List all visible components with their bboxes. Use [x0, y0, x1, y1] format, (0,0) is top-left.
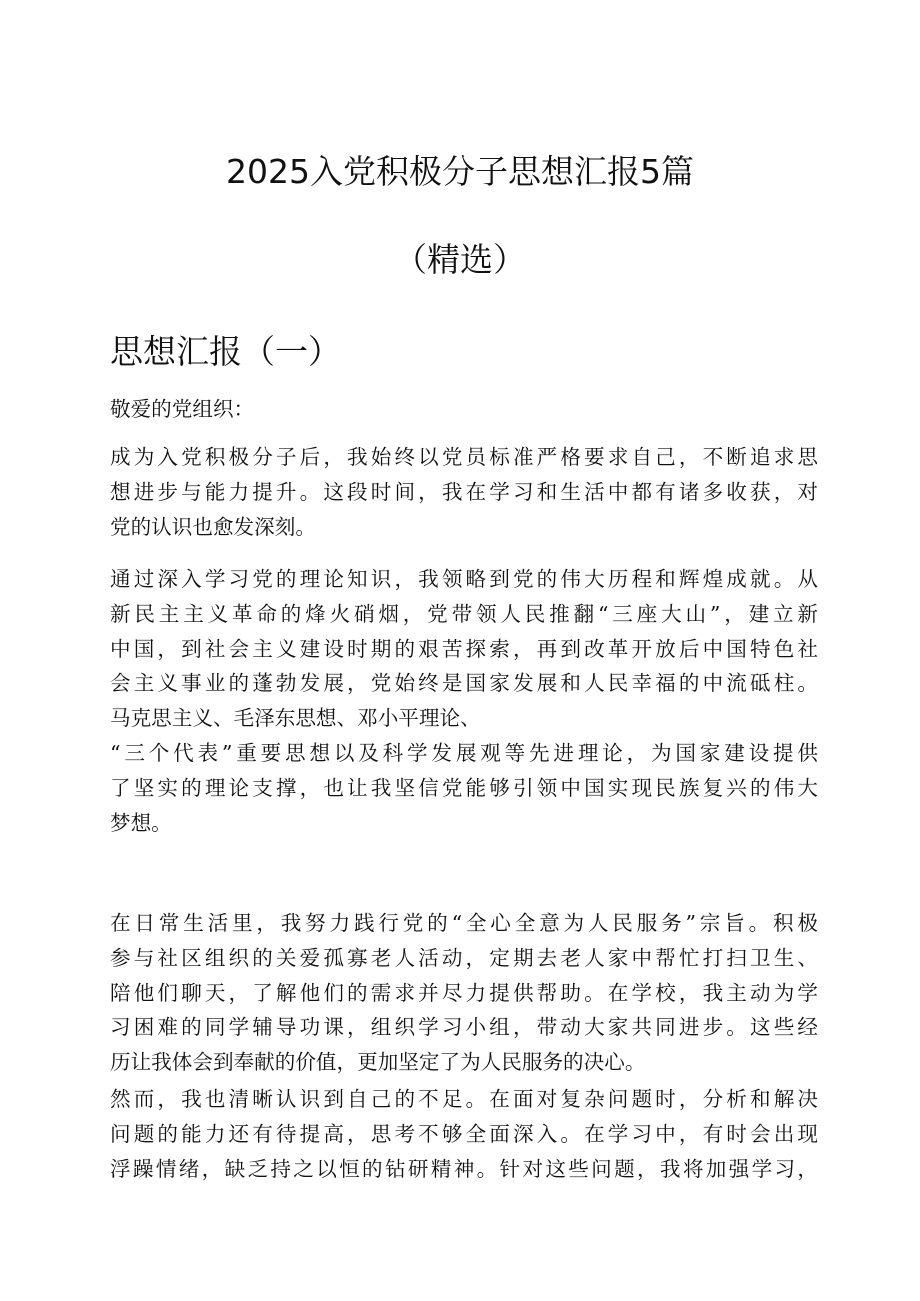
salutation: 敬爱的党组织： — [110, 397, 255, 421]
paragraph-line: 在日常生活里，我努力践行党的“全心全意为人民服务”宗旨。积极 — [110, 911, 818, 935]
paragraph-line: 成为入党积极分子后，我始终以党员标准严格要求自己，不断追求思 — [110, 445, 818, 469]
document-title: 2025入党积极分子思想汇报5篇 — [226, 152, 694, 191]
paragraph-line: 参与社区组织的关爱孤寡老人活动，定期去老人家中帮忙打扫卫生、 — [110, 945, 818, 970]
paragraph-line: 了坚实的理论支撑，也让我坚信党能够引领中国实现民族复兴的伟大 — [110, 775, 818, 800]
paragraph-line: 历让我体会到奉献的价值，更加坚定了为人民服务的决心。 — [110, 1050, 646, 1075]
paragraph-line: 浮躁情绪，缺乏持之以恒的钻研精神。针对这些问题，我将加强学习， — [110, 1156, 818, 1181]
paragraph-2 — [110, 562, 818, 840]
paragraph-3 — [110, 906, 818, 1080]
paragraph-4 — [110, 1082, 818, 1186]
section-heading: 思想汇报（一） — [110, 332, 341, 371]
paragraph-line: 会主义事业的蓬勃发展，党始终是国家发展和人民幸福的中流砥柱。 — [110, 671, 818, 696]
paragraph-line: 马克思主义、毛泽东思想、邓小平理论、 — [110, 706, 481, 731]
paragraph-line: 习困难的同学辅导功课，组织学习小组，带动大家共同进步。这些经 — [110, 1015, 818, 1040]
paragraph-line: 陪他们聊天，了解他们的需求并尽力提供帮助。在学校，我主动为学 — [110, 980, 818, 1005]
paragraph-line: 然而，我也清晰认识到自己的不足。在面对复杂问题时，分析和解决 — [110, 1087, 818, 1111]
paragraph-line: 新民主主义革命的烽火硝烟，党带领人民推翻“三座大山”，建立新 — [110, 601, 818, 626]
paragraph-line: 梦想。 — [110, 810, 172, 835]
document-subtitle: （精选） — [394, 240, 526, 279]
paragraph-line: 党的认识也愈发深刻。 — [110, 514, 316, 539]
paragraph-1 — [110, 440, 818, 544]
paragraph-line: “三个代表”重要思想以及科学发展观等先进理论，为国家建设提供 — [110, 740, 818, 765]
paragraph-line: 想进步与能力提升。这段时间，我在学习和生活中都有诸多收获，对 — [110, 479, 818, 504]
paragraph-line: 通过深入学习党的理论知识，我领略到党的伟大历程和辉煌成就。从 — [110, 567, 818, 591]
paragraph-line: 中国，到社会主义建设时期的艰苦探索，再到改革开放后中国特色社 — [110, 636, 818, 661]
paragraph-line: 问题的能力还有待提高，思考不够全面深入。在学习中，有时会出现 — [110, 1121, 818, 1146]
